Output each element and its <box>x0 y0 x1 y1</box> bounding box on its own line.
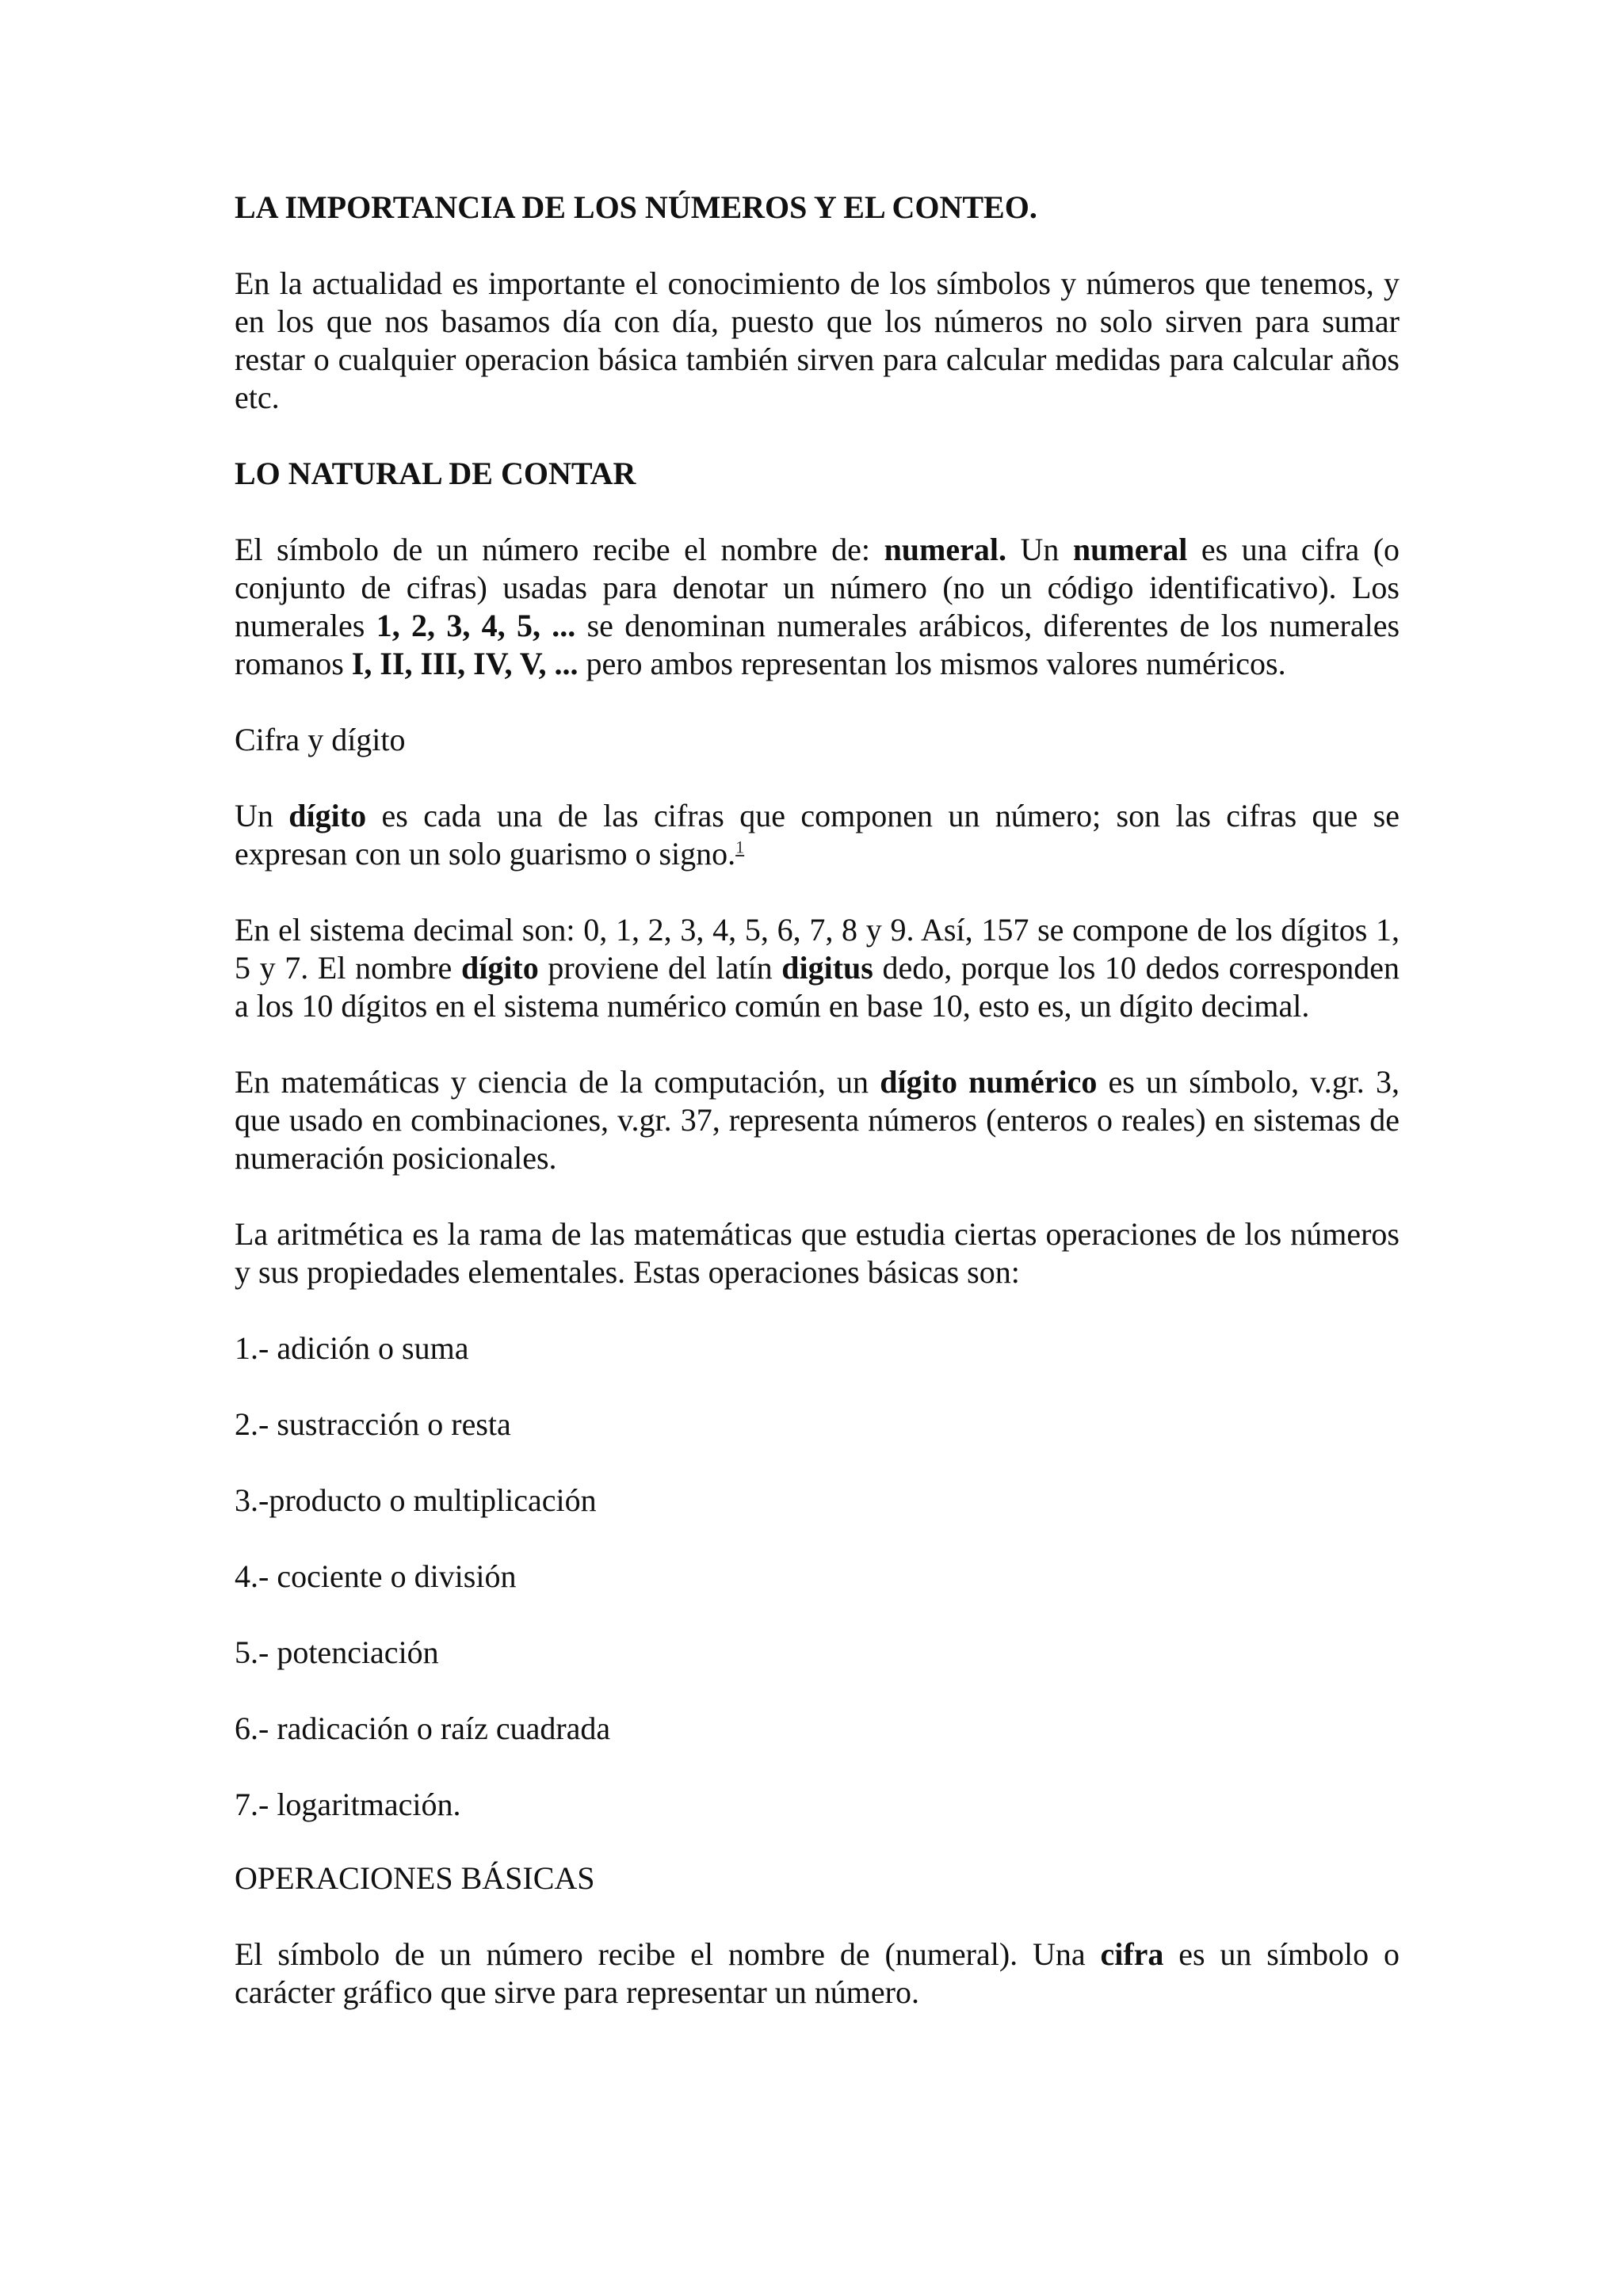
text: Un <box>235 798 289 833</box>
list-item: 5.- potenciación <box>235 1634 439 1670</box>
text: se denominan numerales arábicos, diferentes de los numerales romanos <box>235 608 1400 681</box>
arithmetic-paragraph: La aritmética es la rama de las matemáticas que estudia ciertas operaciones de los números y sus propiedades elementales. Estas operaciones básicas son: <box>235 1216 1400 1290</box>
bold-term: numeral <box>1072 532 1188 567</box>
text: es un símbolo, v.gr. 3, que usado en combinaciones, v.gr. 37, representa números (enteros o reales) en sistemas de numeración posicionales. <box>235 1064 1400 1176</box>
text: es un símbolo o carácter gráfico que sirve para representar un número. <box>235 1936 1400 2010</box>
section-heading-cifra-digito: Cifra y dígito <box>235 722 406 757</box>
text: En el sistema decimal son: 0, 1, 2, 3, 4, 5, 6, 7, 8 y 9. Así, 157 se compone de los dígitos 1, 5 y 7. El nombre <box>235 912 1400 986</box>
bold-term: 1, 2, 3, 4, 5, ... <box>376 608 576 643</box>
text: es cada una de las cifras que componen un número; son las cifras que se expresan con un solo guarismo o signo. <box>235 798 1400 871</box>
list-item: 1.- adición o suma <box>235 1330 469 1366</box>
list-item: 6.- radicación o raíz cuadrada <box>235 1711 611 1746</box>
document-page <box>235 189 1400 2050</box>
section-heading-natural-counting: LO NATURAL DE CONTAR <box>235 456 636 491</box>
list-item: 4.- cociente o división <box>235 1558 517 1594</box>
bold-term: digitus <box>781 950 873 986</box>
text: El símbolo de un número recibe el nombre de (numeral). Una <box>235 1936 1101 1972</box>
bold-term: dígito <box>460 950 539 986</box>
decimal-system-paragraph <box>235 911 1400 1025</box>
list-item: 7.- logaritmación. <box>235 1787 461 1822</box>
text: En matemáticas y ciencia de la computación, un <box>235 1064 880 1100</box>
footnote-link[interactable]: 1 <box>735 837 745 857</box>
text: El símbolo de un número recibe el nombre de: <box>235 532 884 567</box>
text: Un <box>1006 532 1073 567</box>
computing-paragraph <box>235 1063 1400 1177</box>
text: proviene del latín <box>538 950 782 986</box>
numeral-paragraph <box>235 531 1400 683</box>
list-item: 3.-producto o multiplicación <box>235 1482 597 1518</box>
text: es una cifra (o conjunto de cifras) usadas para denotar un número (no un código identificativo). Los numerales <box>235 532 1400 643</box>
bold-term: cifra <box>1100 1936 1164 1972</box>
text: pero ambos representan los mismos valores numéricos. <box>578 646 1286 681</box>
text: dedo, porque los 10 dedos corresponden a los 10 dígitos en el sistema numérico común en base 10, esto es, un dígito decimal. <box>235 950 1400 1024</box>
bold-term: I, II, III, IV, V, ... <box>351 646 579 681</box>
bold-term: numeral. <box>884 532 1006 567</box>
digit-paragraph <box>235 797 1400 873</box>
bold-term: dígito <box>288 798 367 833</box>
intro-paragraph: En la actualidad es importante el conocimiento de los símbolos y números que tenemos, y en los que nos basamos día con día, puesto que los números no solo sirven para sumar restar o cualquier operacion básica también sirven para calcular medidas para calcular años etc. <box>235 265 1400 415</box>
bold-term: dígito numérico <box>880 1064 1098 1100</box>
document-title: LA IMPORTANCIA DE LOS NÚMEROS Y EL CONTEO. <box>235 189 1037 225</box>
cifra-paragraph <box>235 1936 1400 2012</box>
list-item: 2.- sustracción o resta <box>235 1406 511 1442</box>
section-heading-basic-operations: OPERACIONES BÁSICAS <box>235 1860 595 1896</box>
